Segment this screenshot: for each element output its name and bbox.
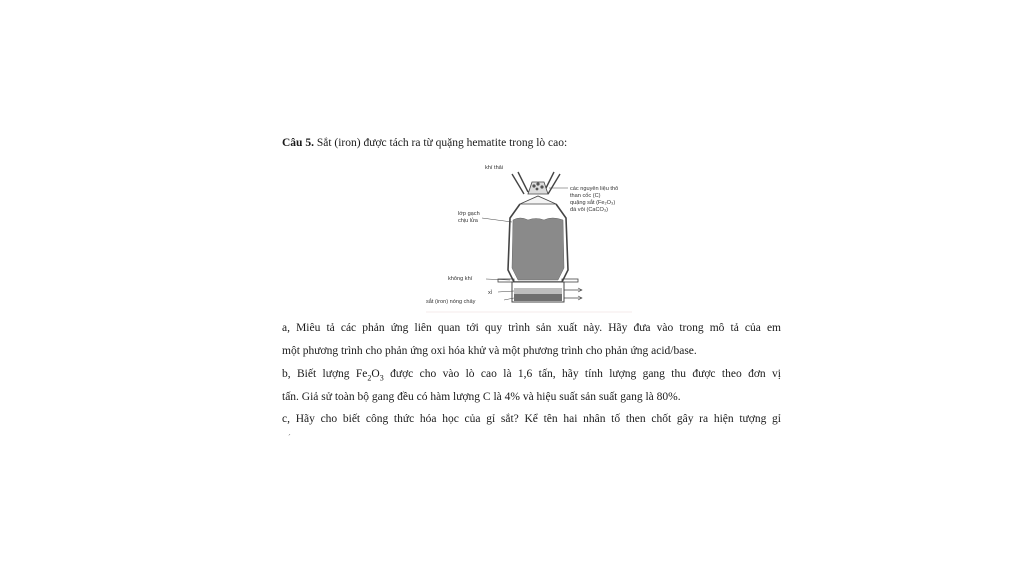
exhaust-pipe-right <box>548 174 560 194</box>
question-label: Câu 5. <box>282 137 314 149</box>
question-intro: Sắt (iron) được tách ra từ quặng hematite trong lò cao: <box>316 137 568 149</box>
blast-furnace-svg <box>420 160 640 315</box>
label-refractory-1: lớp gạch <box>458 211 480 217</box>
part-b-sub-1: 2 <box>367 373 372 383</box>
part-a-line-2: một phương trình cho phản ứng oxi hóa khử và một phương trình cho phản ứng acid/base. <box>282 345 697 357</box>
label-exhaust: khí thải <box>485 165 504 171</box>
part-a-line-1: a, Miêu tả các phản ứng liên quan tới quy trình sản xuất này. Hãy đưa vào trong mô tả của em <box>282 322 781 334</box>
furnace-charge <box>512 218 564 280</box>
label-iron-ore: quặng sắt (Fe₂O₃) <box>570 200 616 206</box>
part-b-line-2: tấn. Giả sử toàn bộ gang đều có hàm lượng C là 4% và hiệu suất sản suất gang là 80%. <box>282 391 681 403</box>
blast-furnace-diagram <box>420 160 640 315</box>
molten-iron-layer <box>514 294 562 301</box>
slag-layer <box>514 288 562 294</box>
label-refractory-2: chịu lửa <box>458 218 478 224</box>
part-b-line-1 <box>282 368 781 382</box>
label-molten-iron: sắt (iron) nóng chảy <box>426 299 476 305</box>
part-c-line-1: c, Hãy cho biết công thức hóa học của gỉ sắt? Kể tên hai nhân tố then chốt gây ra hiện tượng gỉ <box>282 413 781 425</box>
label-raw-materials: các nguyên liệu thô <box>570 186 619 192</box>
part-b-text-pre: b, Biết lượng Fe <box>282 368 368 380</box>
part-b-text-post: được cho vào lò cao là 1,6 tấn, hãy tính lượng gang thu được theo đơn vị <box>383 368 781 380</box>
bell-cone <box>520 196 556 204</box>
part-b-text-mid: O <box>371 368 380 380</box>
label-slag: xỉ <box>488 290 493 296</box>
cutoff-mark: ´ <box>288 433 291 442</box>
part-b-sub-2: 3 <box>379 373 384 383</box>
label-coke: than cốc (C) <box>570 193 601 199</box>
question-title <box>282 137 567 149</box>
label-air: không khí <box>448 276 473 282</box>
exhaust-pipe-left <box>512 174 524 194</box>
label-limestone: đá vôi (CaCO₃) <box>570 207 609 213</box>
